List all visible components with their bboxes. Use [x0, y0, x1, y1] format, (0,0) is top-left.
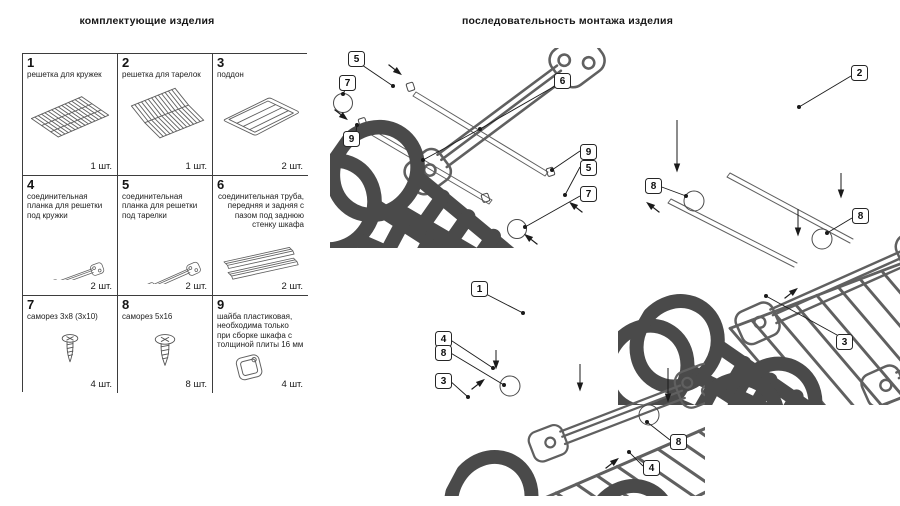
- callout-mug-screw-right: 8: [670, 434, 687, 450]
- part-label: саморез 3x8 (3x10): [27, 311, 98, 321]
- connector-tube-icon: [220, 236, 302, 282]
- part-number: 7: [27, 297, 35, 312]
- part-qty: 4 шт.: [90, 379, 112, 390]
- part-qty: 2 шт.: [90, 281, 112, 292]
- callout-frame-screw-left: 7: [339, 75, 356, 91]
- parts-table: [22, 53, 307, 392]
- part-label: шайба пластиковая, необходима только при сборке шкафа с толщиной плиты 16 мм: [217, 311, 304, 349]
- part-qty: 4 шт.: [281, 379, 303, 390]
- connector-bar-left: [525, 361, 705, 467]
- part-cell-screw-small: [23, 296, 118, 393]
- part-cell-tube: [213, 176, 308, 296]
- connector-tube-back: [413, 92, 548, 176]
- part-qty: 2 шт.: [185, 281, 207, 292]
- part-qty: 2 шт.: [281, 161, 303, 172]
- part-number: 1: [27, 55, 35, 70]
- descend-arrows: [494, 350, 671, 401]
- connector-tube-back: [727, 173, 853, 243]
- callout-plate-screw-right: 8: [852, 208, 869, 224]
- plate-rack-icon: [123, 84, 207, 143]
- callout-mug-tray: 3: [435, 373, 452, 389]
- part-number: 6: [217, 177, 225, 192]
- connector-bar-icon: [31, 236, 109, 280]
- part-label: саморез 5x16: [122, 311, 173, 321]
- mug-rack-icon: [28, 90, 112, 142]
- assembly-section-title: последовательность монтажа изделия: [461, 15, 674, 27]
- part-cell-plate-rack: [118, 54, 213, 176]
- part-number: 9: [217, 297, 225, 312]
- callout-frame-washer-left: 9: [343, 131, 360, 147]
- part-label: соединительная труба, передняя и задняя с пазом под заднюю стенку шкафа: [217, 191, 304, 229]
- part-qty: 1 шт.: [90, 161, 112, 172]
- screw-small-icon: [58, 332, 82, 365]
- callout-plate-rack: 2: [851, 65, 868, 81]
- part-cell-tray: [213, 54, 308, 176]
- part-number: 4: [27, 177, 35, 192]
- callout-frame-bar-plate-right: 5: [580, 160, 597, 176]
- part-cell-bar-mug: [23, 176, 118, 296]
- mug-rack-install-diagram: [425, 268, 705, 496]
- part-label: соединительная планка для решетки под тарелки: [122, 191, 198, 220]
- frame-assembly-diagram: [330, 48, 622, 248]
- drip-tray-icon: [220, 94, 302, 140]
- parts-section-title: комплектующие изделия: [79, 15, 215, 27]
- plastic-washer-icon: [233, 348, 265, 384]
- part-number: 5: [122, 177, 130, 192]
- part-cell-screw-large: [118, 296, 213, 393]
- part-label: соединительная планка для решетки под кружки: [27, 191, 103, 220]
- part-qty: 2 шт.: [281, 281, 303, 292]
- part-qty: 8 шт.: [185, 379, 207, 390]
- callout-mug-screw-left: 8: [435, 345, 452, 361]
- leader-dots: [466, 311, 649, 454]
- part-label: решетка для кружек: [27, 69, 102, 79]
- callout-mug-bar-left: 4: [435, 331, 452, 347]
- descend-arrows: [675, 120, 844, 235]
- part-qty: 1 шт.: [185, 161, 207, 172]
- connector-bar-icon: [126, 238, 204, 284]
- connector-tube-front: [668, 199, 797, 267]
- callout-frame-washer-right: 9: [580, 144, 597, 160]
- callout-mug-rack: 1: [471, 281, 488, 297]
- callout-plate-screw-left: 8: [645, 178, 662, 194]
- screw-large-icon: [151, 332, 179, 369]
- part-cell-mug-rack: [23, 54, 118, 176]
- part-cell-bar-plate: [118, 176, 213, 296]
- part-number: 8: [122, 297, 130, 312]
- callout-frame-tubes: 6: [554, 73, 571, 89]
- callout-mug-bar-right: 4: [643, 460, 660, 476]
- part-label: поддон: [217, 69, 244, 79]
- part-cell-washer: [213, 296, 308, 393]
- leader-lines: [449, 293, 670, 466]
- part-number: 2: [122, 55, 130, 70]
- part-label: решетка для тарелок: [122, 69, 201, 79]
- part-number: 3: [217, 55, 225, 70]
- callout-frame-bar-plate-left: 5: [348, 51, 365, 67]
- callout-frame-screw-right: 7: [580, 186, 597, 202]
- callout-plate-tray: 3: [836, 334, 853, 350]
- leader-dots: [684, 105, 829, 298]
